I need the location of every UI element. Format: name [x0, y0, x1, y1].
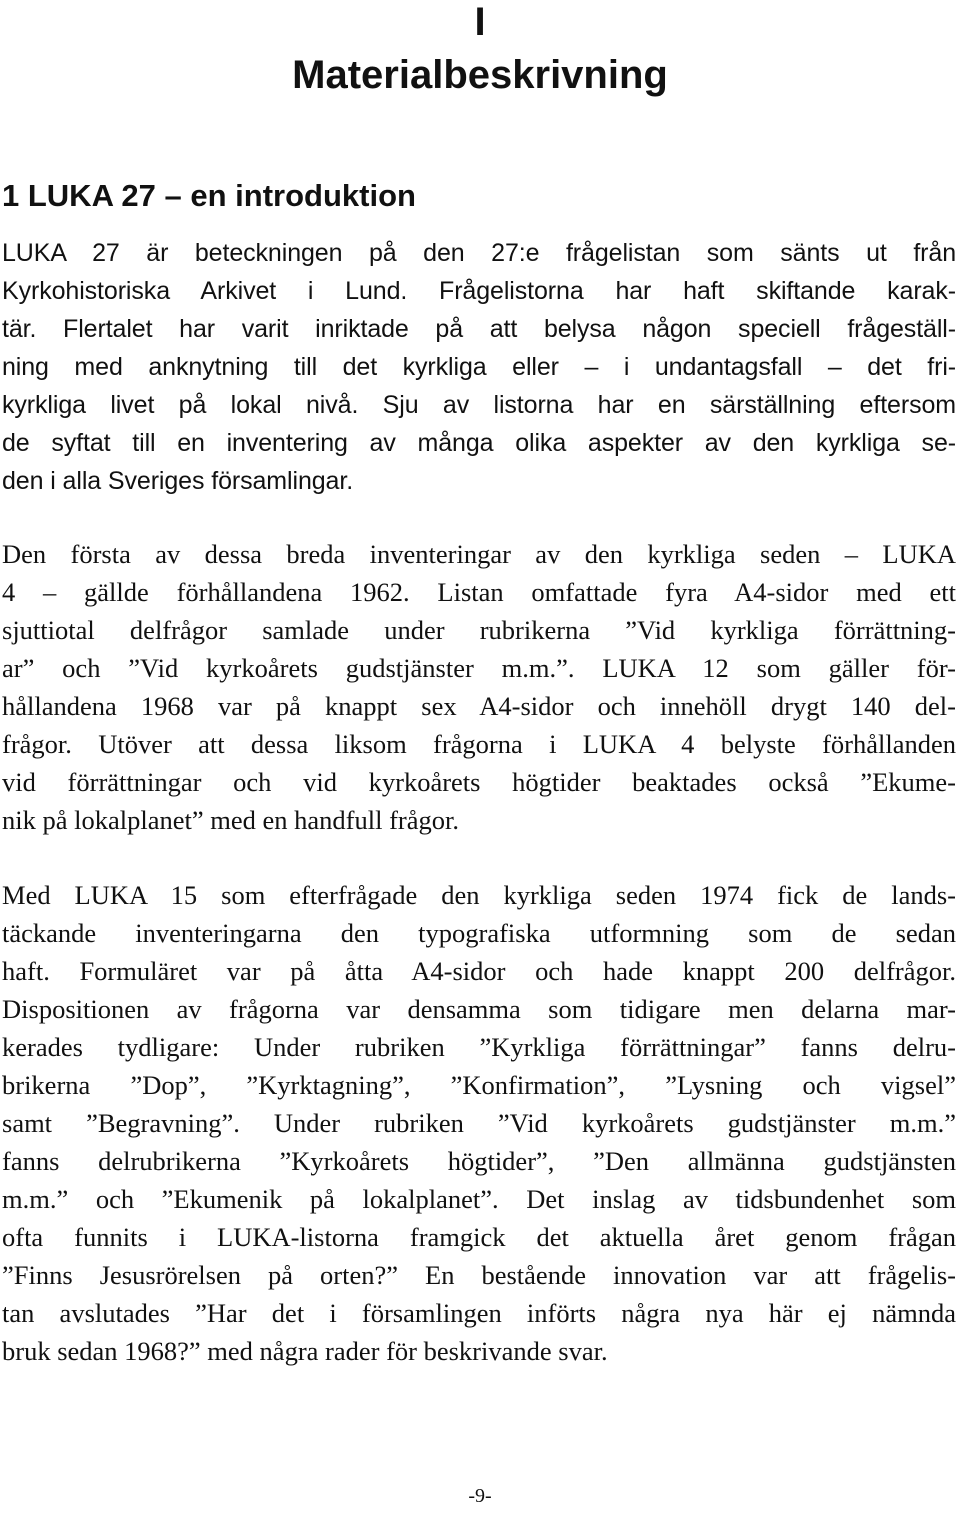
text-line: Kyrkohistoriska Arkivet i Lund. Frågelistorna har haft skiftande karak-: [2, 277, 956, 305]
section-heading: 1 LUKA 27 – en introduktion: [2, 178, 416, 213]
paragraph-luka-4-and-12: [2, 535, 956, 839]
text-line: tär. Flertalet har varit inriktade på att belysa någon speciell frågeställ-: [2, 315, 956, 343]
text-line: Dispositionen av frågorna var densamma som tidigare men delarna mar-: [2, 994, 956, 1024]
text-line: ar” och ”Vid kyrkoårets gudstjänster m.m.”. LUKA 12 som gäller för-: [2, 653, 956, 683]
part-number: I: [474, 0, 486, 44]
text-line: fanns delrubrikerna ”Kyrkoårets högtider”, ”Den allmänna gudstjänsten: [2, 1146, 956, 1176]
text-line: LUKA 27 är beteckningen på den 27:e frågelistan som sänts ut från: [2, 239, 956, 267]
text-line: bruk sedan 1968?” med några rader för beskrivande svar.: [2, 1336, 608, 1366]
text-line: täckande inventeringarna den typografiska utformning som de sedan: [2, 918, 956, 948]
text-line: haft. Formuläret var på åtta A4-sidor och hade knappt 200 delfrågor.: [2, 956, 956, 986]
text-line: sjuttiotal delfrågor samlade under rubrikerna ”Vid kyrkliga förrättning-: [2, 615, 956, 645]
text-line: ofta funnits i LUKA-listorna framgick det aktuella året genom frågan: [2, 1222, 956, 1252]
text-line: de syftat till en inventering av många olika aspekter av den kyrkliga se-: [2, 429, 956, 457]
text-line: Med LUKA 15 som efterfrågade den kyrkliga seden 1974 fick de lands-: [2, 880, 956, 910]
paragraph-luka-15: [2, 876, 956, 1370]
page-number: -9-: [468, 1485, 492, 1507]
text-line: samt ”Begravning”. Under rubriken ”Vid kyrkoårets gudstjänster m.m.”: [2, 1108, 956, 1138]
text-line: kerades tydligare: Under rubriken ”Kyrkliga förrättningar” fanns delru-: [2, 1032, 956, 1062]
text-line: nik på lokalplanet” med en handfull frågor.: [2, 805, 459, 835]
text-line: kyrkliga livet på lokal nivå. Sju av listorna har en särställning eftersom: [2, 391, 956, 419]
text-line: brikerna ”Dop”, ”Kyrktagning”, ”Konfirmation”, ”Lysning och vigsel”: [2, 1070, 956, 1100]
paragraph-introduction: [2, 234, 956, 500]
text-line: den i alla Sveriges församlingar.: [2, 467, 354, 495]
text-line: 4 – gällde förhållandena 1962. Listan omfattade fyra A4-sidor med ett: [2, 577, 956, 607]
text-line: vid förrättningar och vid kyrkoårets högtider beaktades också ”Ekume-: [2, 767, 956, 797]
text-line: tan avslutades ”Har det i församlingen införts några nya här ej nämnda: [2, 1298, 956, 1328]
text-line: m.m.” och ”Ekumenik på lokalplanet”. Det inslag av tidsbundenhet som: [2, 1184, 956, 1214]
part-title: Materialbeskrivning: [292, 53, 668, 97]
text-line: ”Finns Jesusrörelsen på orten?” En bestående innovation var att frågelis-: [2, 1260, 956, 1290]
text-line: ning med anknytning till det kyrkliga eller – i undantagsfall – det fri-: [2, 353, 956, 381]
text-line: frågor. Utöver att dessa liksom frågorna i LUKA 4 belyste förhållanden: [2, 729, 956, 759]
text-line: Den första av dessa breda inventeringar av den kyrkliga seden – LUKA: [2, 539, 956, 569]
text-line: hållandena 1968 var på knappt sex A4-sidor och innehöll drygt 140 del-: [2, 691, 956, 721]
